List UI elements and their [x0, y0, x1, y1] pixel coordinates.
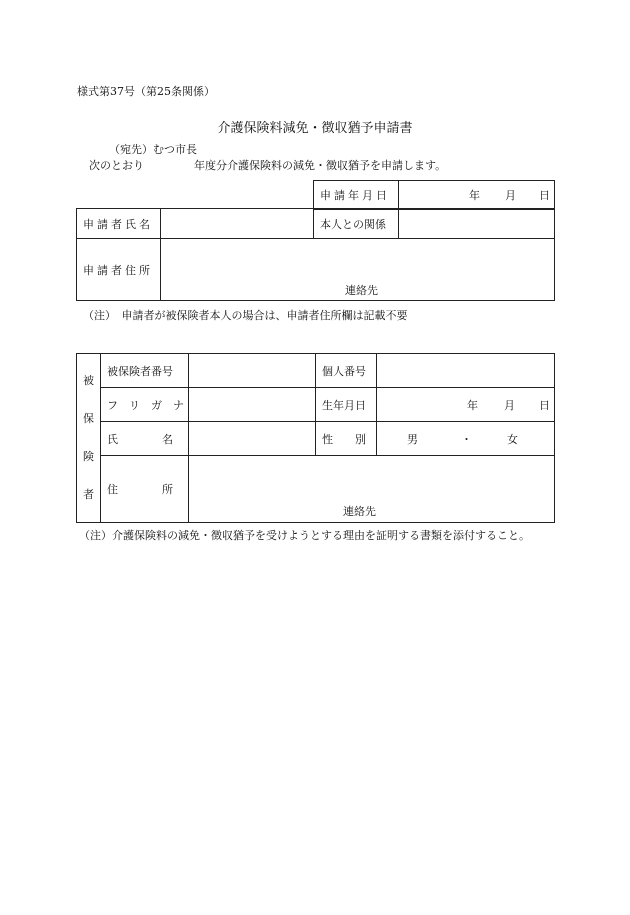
intro-prefix: 次のとおり — [89, 159, 144, 172]
insured-vertical-label — [77, 354, 101, 523]
applicant-table — [76, 208, 555, 301]
insured-contact-label: 連絡先 — [343, 505, 376, 518]
application-date-table — [313, 180, 555, 210]
applicant-contact-label: 連絡先 — [345, 284, 378, 297]
gender-male[interactable]: 男 — [407, 432, 418, 446]
vertical-char-4: 者 — [83, 488, 94, 501]
birth-day-unit: 日 — [539, 398, 550, 412]
applicant-address-field[interactable] — [161, 239, 555, 301]
gender-separator: ・ — [461, 432, 472, 446]
birth-date-label: 生年月日 — [316, 388, 377, 422]
birth-date-field[interactable] — [377, 388, 555, 422]
note-applicant: （注） 申請者が被保険者本人の場合は、申請者住所欄は記載不要 — [83, 309, 408, 322]
insured-address-field[interactable] — [189, 456, 555, 523]
insured-name-label: 氏 名 — [101, 422, 189, 456]
furigana-field[interactable] — [189, 388, 316, 422]
insured-name-field[interactable] — [189, 422, 316, 456]
application-date-field[interactable] — [399, 181, 555, 210]
gender-field[interactable] — [377, 422, 555, 456]
vertical-char-1: 被 — [83, 374, 94, 387]
personal-number-label: 個人番号 — [316, 354, 377, 388]
relation-field[interactable] — [399, 209, 555, 239]
month-unit: 月 — [505, 189, 516, 202]
gender-label: 性 別 — [316, 422, 377, 456]
relation-label: 本人との関係 — [314, 209, 399, 239]
insured-number-field[interactable] — [189, 354, 316, 388]
application-date-label: 申請年月日 — [314, 181, 399, 210]
intro-suffix: 年度分介護保険料の減免・徴収猶予を申請します。 — [194, 159, 447, 172]
vertical-char-2: 保 — [83, 412, 94, 425]
page-title: 介護保険料減免・徴収猶予申請書 — [217, 121, 413, 136]
furigana-label: フ リ ガ ナ — [101, 388, 189, 422]
insured-table — [76, 353, 555, 523]
insured-number-label: 被保険者番号 — [101, 354, 189, 388]
personal-number-field[interactable] — [377, 354, 555, 388]
note-documents: （注）介護保険料の減免・徴収猶予を受けようとする理由を証明する書類を添付すること。 — [79, 529, 530, 542]
birth-year-unit: 年 — [467, 398, 478, 412]
vertical-char-3: 険 — [83, 450, 94, 463]
addressee: （宛先）むつ市長 — [109, 143, 197, 156]
gender-female[interactable]: 女 — [507, 432, 518, 446]
applicant-name-label: 申請者氏名 — [77, 209, 161, 239]
applicant-name-field[interactable] — [161, 209, 314, 239]
birth-month-unit: 月 — [504, 398, 515, 412]
applicant-address-label: 申請者住所 — [77, 239, 161, 301]
day-unit: 日 — [539, 189, 550, 202]
year-unit: 年 — [469, 189, 480, 202]
insured-address-label: 住 所 — [101, 456, 189, 523]
form-number: 様式第37号（第25条関係） — [77, 85, 215, 98]
